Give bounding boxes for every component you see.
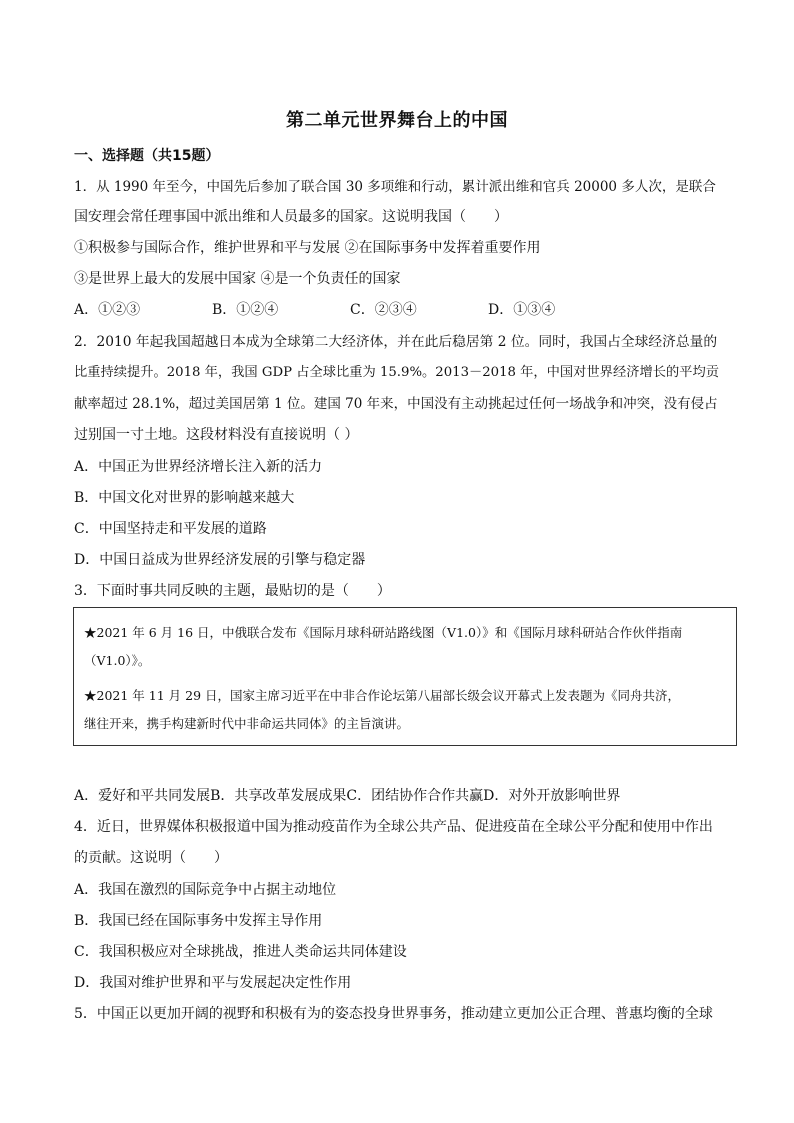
- q1-option-c: C．②③④: [350, 302, 417, 318]
- q3-line-1: 3．下面时事共同反映的主题，最贴切的是（ ）: [74, 583, 391, 599]
- q1-statement-line-1: ①积极参与国际合作，维护世界和平与发展 ②在国际事务中发挥着重要作用: [74, 240, 541, 256]
- q3-options: A．爱好和平共同发展B．共享改革发展成果C．团结协作合作共赢D．对外开放影响世界: [74, 788, 621, 804]
- q4-option-b: B．我国已经在国际事务中发挥主导作用: [74, 913, 323, 929]
- q4-option-a: A．我国在激烈的国际竞争中占据主动地位: [74, 882, 337, 898]
- section-heading: 一、选择题（共15题）: [74, 148, 220, 164]
- page-title: 第二单元世界舞台上的中国: [286, 110, 508, 131]
- q1-option-a: A．①②③: [74, 302, 141, 318]
- q1-option-d: D．①③④: [488, 302, 556, 318]
- q4-option-d: D．我国对维护世界和平与发展起决定性作用: [74, 975, 352, 991]
- q2-line-3: 献率超过 28.1%，超过美国居第 1 位。建国 70 年来，中国没有主动挑起过任何一场战争和冲突，没有侵占: [74, 396, 718, 412]
- q3-news-1-line-1: ★2021 年 6 月 16 日，中俄联合发布《国际月球科研站路线图（V1.0）》和《国际月球科研站合作伙伴指南: [84, 625, 683, 640]
- q3-news-box: [73, 607, 737, 746]
- q4-line-2: 的贡献。这说明（ ）: [74, 850, 228, 866]
- q1-option-b: B．①②④: [212, 302, 279, 318]
- q4-line-1: 4．近日，世界媒体积极报道中国为推动疫苗作为全球公共产品、促进疫苗在全球公平分配和使用中作出: [74, 819, 713, 835]
- q2-line-4: 过别国一寸土地。这段材料没有直接说明（ ）: [74, 427, 359, 443]
- q1-line-1: 1．从 1990 年至今，中国先后参加了联合国 30 多项维和行动，累计派出维和官兵 20000 多人次，是联合: [74, 179, 716, 195]
- q4-option-c: C．我国积极应对全球挑战，推进人类命运共同体建设: [74, 944, 407, 960]
- q2-option-b: B．中国文化对世界的影响越来越大: [74, 490, 295, 506]
- q5-line-1: 5．中国正以更加开阔的视野和积极有为的姿态投身世界事务，推动建立更加公正合理、普惠均衡的全球: [74, 1006, 713, 1022]
- q2-option-c: C．中国坚持走和平发展的道路: [74, 521, 267, 537]
- q1-options: [74, 300, 724, 320]
- q2-option-a: A．中国正为世界经济增长注入新的活力: [74, 459, 323, 475]
- q3-news-1-line-2: （V1.0）》。: [84, 653, 151, 668]
- q3-news-2-line-1: ★2021 年 11 月 29 日，国家主席习近平在中非合作论坛第八届部长级会议开幕式上发表题为《同舟共济，: [84, 688, 680, 703]
- q2-line-2: 比重持续提升。2018 年，我国 GDP 占全球比重为 15.9%。2013－2018 年，中国对世界经济增长的平均贡: [74, 365, 719, 380]
- q1-statement-line-2: ③是世界上最大的发展中国家 ④是一个负责任的国家: [74, 271, 401, 287]
- q1-line-2: 国安理会常任理事国中派出维和人员最多的国家。这说明我国（ ）: [74, 209, 508, 225]
- q3-news-2-line-2: 继往开来，携手构建新时代中非命运共同体》的主旨演讲。: [84, 716, 410, 731]
- q2-option-d: D．中国日益成为世界经济发展的引擎与稳定器: [74, 552, 366, 568]
- q2-line-1: 2．2010 年起我国超越日本成为全球第二大经济体，并在此后稳居第 2 位。同时，我国占全球经济总量的: [74, 334, 718, 350]
